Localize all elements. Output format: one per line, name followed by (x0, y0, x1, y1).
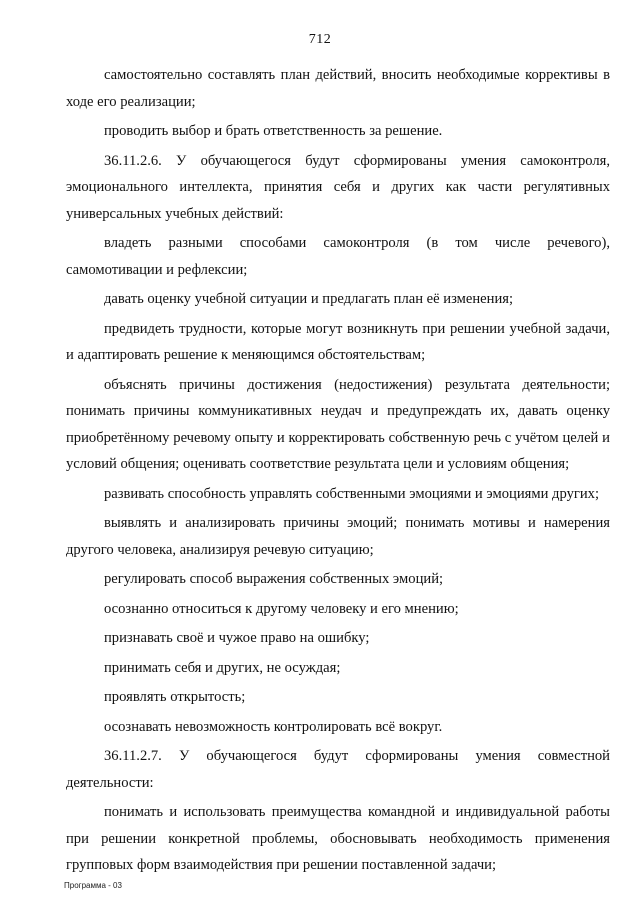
paragraph-11: осознанно относиться к другому человеку и его мнению; (104, 600, 459, 617)
paragraph-5: давать оценку учебной ситуации и предлагать план её изменения; (104, 291, 514, 307)
page-number: 712 (308, 32, 332, 47)
document-body (66, 62, 610, 879)
paragraph-1: самостоятельно составлять план действий, вносить необходимые коррективы в ходе его реализации; (66, 67, 610, 110)
paragraph-10: регулировать способ выражения собственных эмоций; (104, 571, 444, 587)
paragraph-12: признавать своё и чужое право на ошибку; (104, 630, 370, 646)
paragraph-8: развивать способность управлять собственными эмоциями и эмоциями других; (104, 485, 600, 502)
paragraph-17: понимать и использовать преимущества командной и индивидуальной работы при решении конкретной проблемы, обосновывать необходимость применения групповых форм взаимодействия при решении поставленной задачи; (66, 804, 610, 873)
paragraph-16: 36.11.2.7. У обучающегося будут сформированы умения совместной деятельности: (66, 748, 610, 791)
paragraph-13: принимать себя и других, не осуждая; (104, 659, 341, 676)
paragraph-2: проводить выбор и брать ответственность за решение. (104, 123, 443, 139)
paragraph-9: выявлять и анализировать причины эмоций; понимать мотивы и намерения другого человека, анализируя речевую ситуацию; (66, 515, 610, 558)
paragraph-15: осознавать невозможность контролировать всё вокруг. (104, 718, 443, 735)
paragraph-7: объяснять причины достижения (недостижения) результата деятельности; понимать причины коммуникативных неудач и предупреждать их, давать оценку приобретённому речевому опыту и корректировать собственную речь с учётом целей и условий общения; оценивать соответствие результата цели и условиям общения; (66, 376, 610, 472)
paragraph-6: предвидеть трудности, которые могут возникнуть при решении учебной задачи, и адаптировать решение к меняющимся обстоятельствам; (66, 320, 610, 363)
paragraph-3: 36.11.2.6. У обучающегося будут сформированы умения самоконтроля, эмоционального интеллекта, принятия себя и других как части регулятивных универсальных учебных действий: (66, 152, 610, 222)
paragraph-14: проявлять открытость; (104, 689, 246, 705)
footer-label: Программа - 03 (64, 881, 122, 890)
paragraph-4: владеть разными способами самоконтроля (в том числе речевого), самомотивации и рефлексии; (66, 235, 610, 278)
